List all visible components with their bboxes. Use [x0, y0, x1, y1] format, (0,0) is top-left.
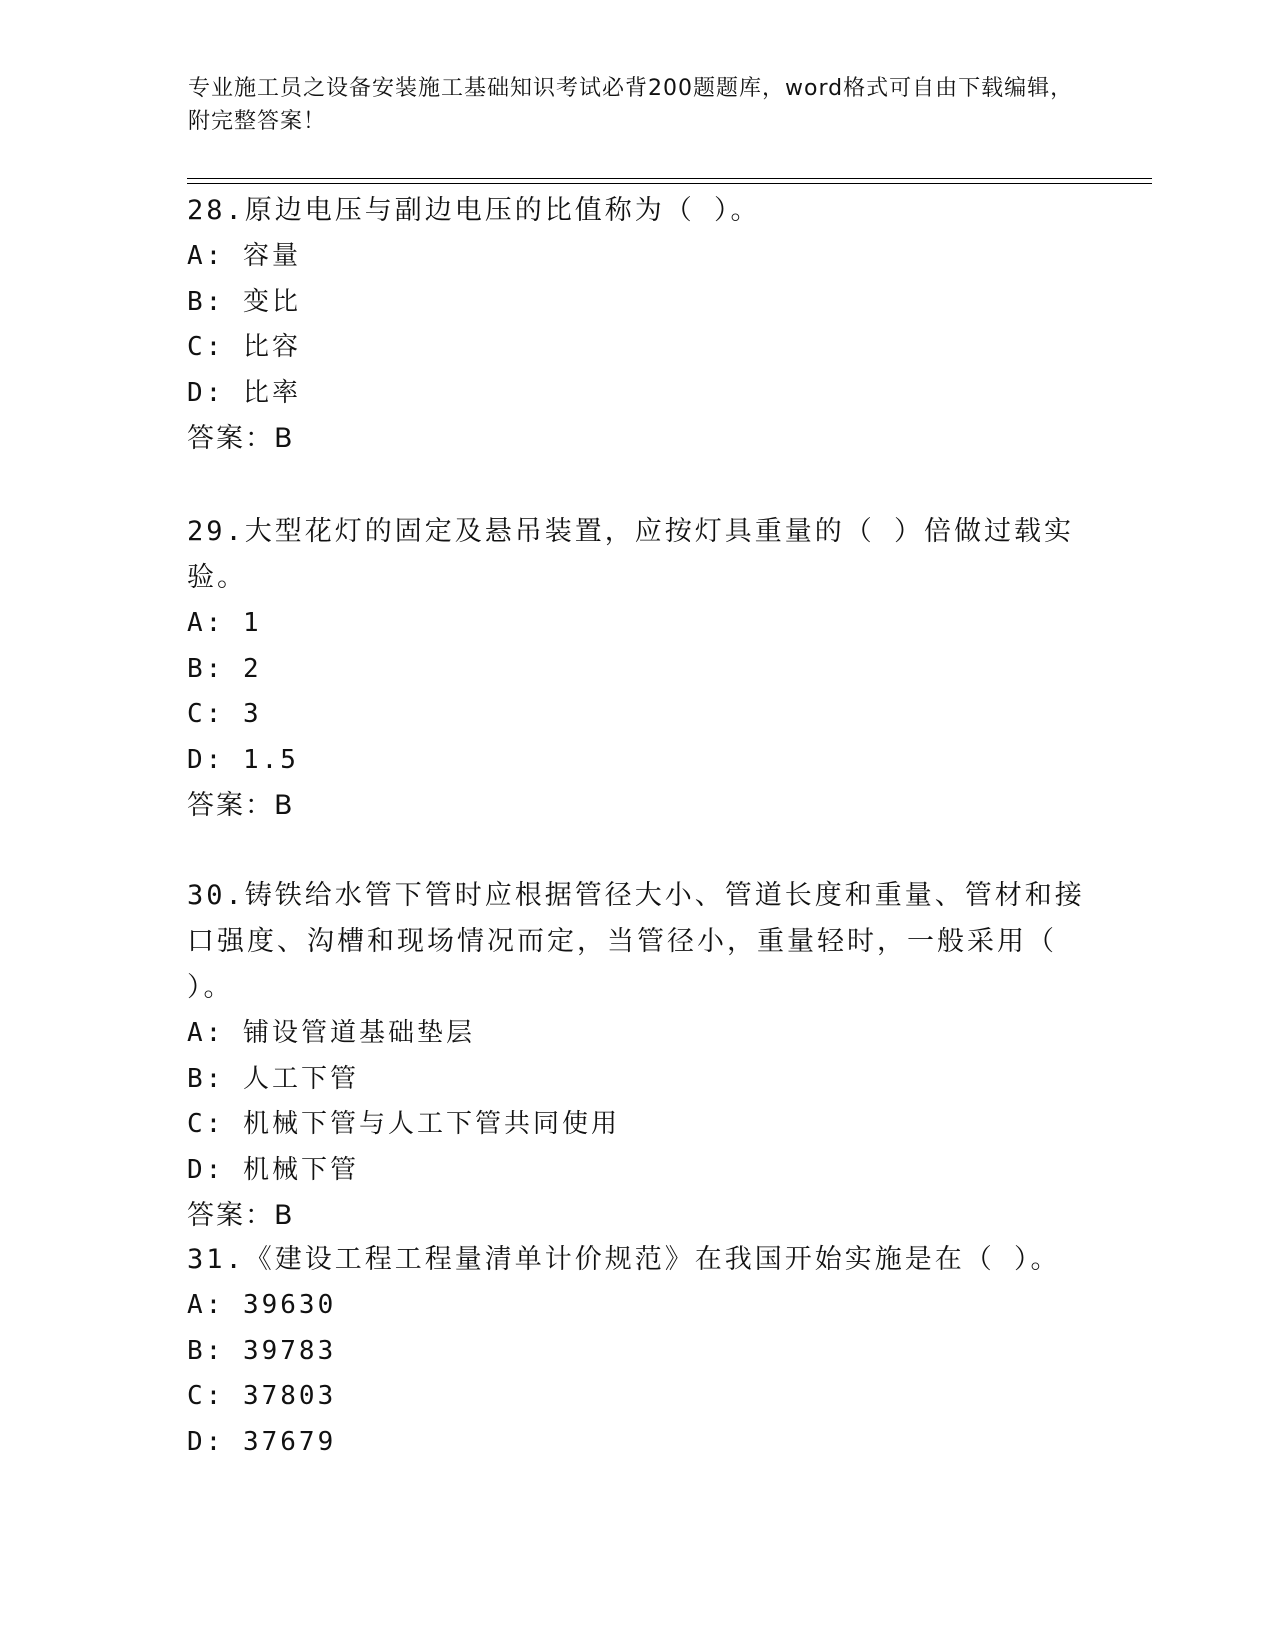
option-a: A: 1	[187, 608, 262, 638]
question-text: 31.《建设工程工程量清单计价规范》在我国开始实施是在（ ）。	[187, 1244, 1061, 1275]
option-b: B: 39783	[187, 1335, 337, 1366]
option-c: C: 3	[187, 699, 262, 730]
option-a: A: 39630	[187, 1290, 337, 1320]
question-text: 30.铸铁给水管下管时应根据管径大小、管道长度和重量、管材和接口强度、沟槽和现场情况而定，当管径小，重量轻时，一般采用（ ）。	[187, 880, 1085, 1003]
question-30	[187, 873, 1087, 1239]
option-a: A: 容量	[187, 241, 301, 271]
option-d: D: 机械下管	[187, 1154, 359, 1185]
question-text: 29.大型花灯的固定及悬吊装置，应按灯具重量的（ ）倍做过载实验。	[187, 516, 1075, 593]
option-c: C: 机械下管与人工下管共同使用	[187, 1109, 620, 1140]
answer-label: 答案：B	[187, 1200, 295, 1232]
question-31	[187, 1237, 1087, 1465]
question-text: 28.原边电压与副边电压的比值称为（ ）。	[187, 195, 761, 226]
answer-label: 答案：B	[187, 790, 295, 822]
option-c: C: 37803	[187, 1381, 337, 1412]
question-29	[187, 509, 1087, 829]
answer-label: 答案：B	[187, 423, 295, 455]
header-divider-bottom	[187, 183, 1152, 184]
document-header: 专业施工员之设备安装施工基础知识考试必背200题题库，word格式可自由下载编辑，附完整答案！	[188, 76, 1074, 134]
option-c: C: 比容	[187, 332, 301, 363]
option-d: D: 比率	[187, 377, 301, 408]
option-b: B: 变比	[187, 286, 301, 317]
header-divider-top	[187, 178, 1152, 179]
option-d: D: 37679	[187, 1426, 337, 1457]
option-a: A: 铺设管道基础垫层	[187, 1018, 475, 1048]
question-28	[187, 188, 1087, 462]
option-b: B: 2	[187, 653, 262, 684]
option-d: D: 1.5	[187, 744, 299, 775]
option-b: B: 人工下管	[187, 1063, 359, 1094]
